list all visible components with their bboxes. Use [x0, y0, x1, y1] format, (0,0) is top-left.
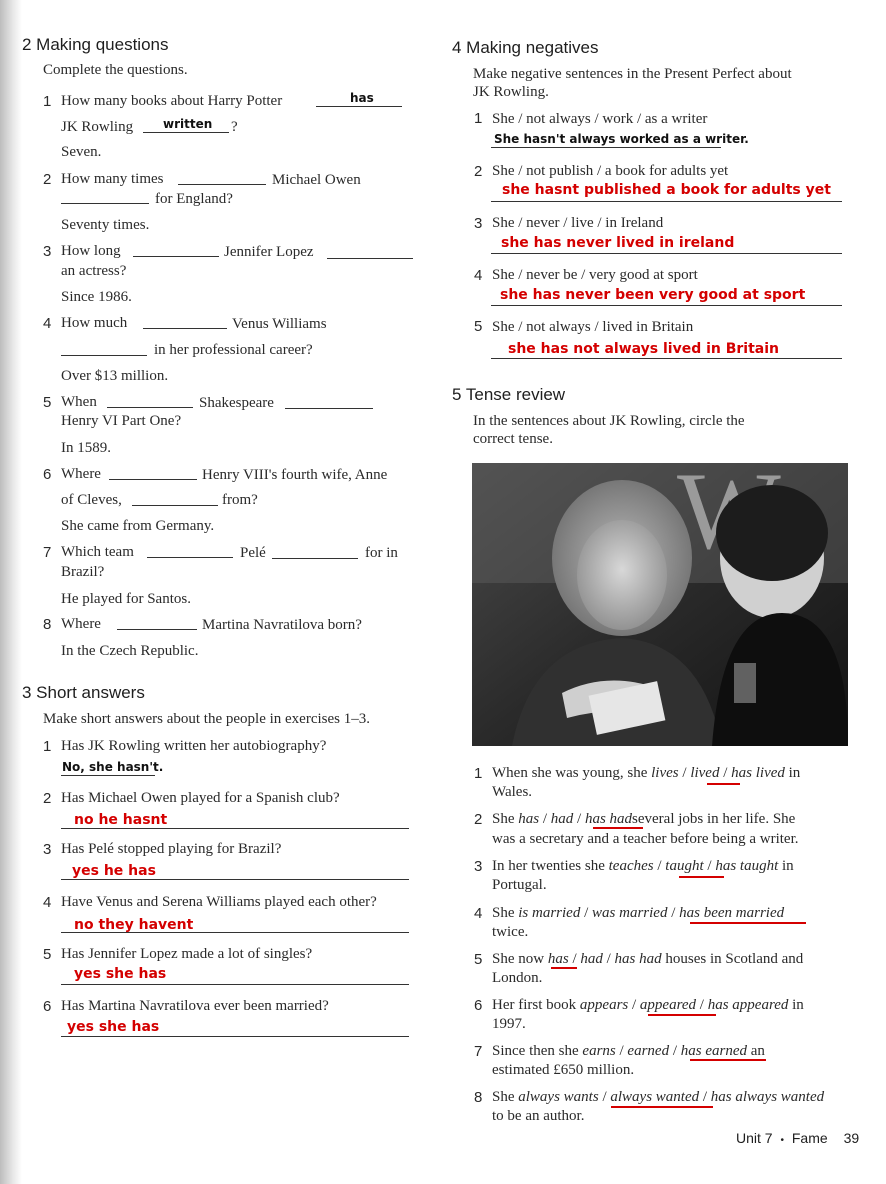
s5-item-8-option-3[interactable]: has always wanted	[710, 1089, 825, 1105]
s5-item-5-option-3[interactable]: has had	[614, 951, 662, 967]
s3-item-5-answer: yes she has	[74, 966, 167, 982]
s5-item-4-line-2: twice.	[492, 924, 529, 940]
s4-item-2-answer: she hasnt published a book for adults yet	[502, 182, 831, 198]
s5-item-1-number: 1	[474, 765, 483, 782]
section-4-title: 4 Making negatives	[452, 38, 599, 57]
page-footer	[736, 1130, 859, 1146]
q4-number: 4	[43, 315, 52, 332]
s5-item-3-option-2[interactable]: taught	[665, 858, 704, 874]
s3-item-5-line	[61, 984, 409, 985]
s5-item-2-number: 2	[474, 811, 483, 828]
s4-item-2-number: 2	[474, 163, 483, 180]
s5-item-1-option-3[interactable]: has lived	[731, 765, 785, 781]
s3-item-6-line	[61, 1036, 409, 1037]
q1-blank-2	[143, 132, 229, 133]
s3-item-6-number: 6	[43, 998, 52, 1015]
s5-item-7-line-2: estimated £650 million.	[492, 1062, 635, 1078]
s5-item-1-line-2: Wales.	[492, 784, 533, 800]
q1-answer-2: written	[163, 117, 213, 131]
s5-item-8-option-1[interactable]: always wants	[518, 1089, 599, 1105]
s5-item-5-number: 5	[474, 951, 483, 968]
s4-item-3-line	[491, 253, 842, 254]
s5-item-7-option-3[interactable]: has earned	[680, 1043, 747, 1059]
s5-item-1-answer-mark	[707, 783, 740, 785]
s3-item-3-number: 3	[43, 841, 52, 858]
q2-blank-2	[61, 203, 149, 204]
q3-number: 3	[43, 243, 52, 260]
q8-reply: In the Czech Republic.	[61, 643, 199, 659]
s4-item-3-prompt: She / never / live / in Ireland	[492, 215, 664, 231]
s3-item-5-number: 5	[43, 946, 52, 963]
q4-text-c: in her professional career?	[154, 342, 313, 358]
footer-unit: Unit 7	[736, 1130, 773, 1146]
q2-text-b: Michael Owen	[272, 172, 361, 188]
q1-text-c: ?	[231, 119, 238, 135]
s3-item-3-answer: yes he has	[72, 863, 156, 879]
q2-text-a: How many times	[61, 171, 164, 187]
s4-item-5-number: 5	[474, 318, 483, 335]
q3-text-a: How long	[61, 243, 121, 259]
s4-item-4-prompt: She / never be / very good at sport	[492, 267, 698, 283]
q3-text-c: an actress?	[61, 263, 127, 279]
s5-item-6-number: 6	[474, 997, 483, 1014]
q7-text-b: Pelé	[240, 545, 266, 561]
section-5-title: 5 Tense review	[452, 385, 566, 404]
s5-item-2-option-3[interactable]: has had	[584, 811, 633, 827]
s5-item-2-answer-mark	[593, 827, 643, 829]
s5-item-1-option-1[interactable]: lives	[651, 765, 679, 781]
s3-item-3-line	[61, 879, 409, 880]
s5-item-2-option-2[interactable]: had	[550, 811, 574, 827]
q2-reply: Seventy times.	[61, 217, 150, 233]
q7-text-c: for in	[365, 545, 398, 561]
s3-item-3-question: Has Pelé stopped playing for Brazil?	[61, 841, 282, 857]
q7-text-a: Which team	[61, 544, 134, 560]
q7-blank-1	[147, 557, 233, 558]
s3-item-2-answer: no he hasnt	[74, 812, 168, 828]
s5-item-4-number: 4	[474, 905, 483, 922]
s4-item-2-prompt: She / not publish / a book for adults yet	[492, 163, 729, 179]
footer-bullet: •	[780, 1135, 784, 1146]
s5-item-8-number: 8	[474, 1089, 483, 1106]
s5-item-5-answer-mark	[551, 967, 577, 969]
q6-text-d: from?	[222, 492, 258, 508]
q8-number: 8	[43, 616, 52, 633]
q6-reply: She came from Germany.	[61, 518, 215, 534]
s3-item-2-line	[61, 828, 409, 829]
q8-text-b: Martina Navratilova born?	[202, 617, 362, 633]
q7-blank-2	[272, 558, 358, 559]
s4-item-4-answer: she has never been very good at sport	[500, 287, 806, 303]
q3-text-b: Jennifer Lopez	[224, 244, 314, 260]
s5-item-8-answer-mark	[611, 1106, 713, 1108]
s5-item-6-line-1: Her first book appears / appeared / has appeared in	[492, 997, 804, 1013]
s3-item-2-question: Has Michael Owen played for a Spanish club?	[61, 790, 340, 806]
q5-reply: In 1589.	[61, 440, 111, 456]
page-gutter-shadow	[0, 0, 22, 1184]
s4-item-3-answer: she has never lived in ireland	[501, 235, 735, 251]
q5-text-a: When	[61, 394, 97, 410]
s5-item-5-option-1[interactable]: has	[547, 951, 569, 967]
s5-item-2-line-2: was a secretary and a teacher before being a writer.	[492, 831, 799, 847]
s5-item-6-option-1[interactable]: appears	[579, 997, 629, 1013]
s5-item-3-line-1: In her twenties she teaches / taught / has taught in	[492, 858, 794, 874]
s3-item-2-number: 2	[43, 790, 52, 807]
s4-item-3-number: 3	[474, 215, 483, 232]
author-signing-photo	[472, 463, 848, 746]
q8-blank-1	[117, 629, 197, 630]
s5-item-3-answer-mark	[679, 876, 724, 878]
q6-text-a: Where	[61, 466, 101, 482]
q7-text-d: Brazil?	[61, 564, 105, 580]
s4-item-2-line	[491, 201, 842, 202]
s5-item-4-option-1[interactable]: is married	[518, 905, 581, 921]
s5-item-5-line-2: London.	[492, 970, 543, 986]
footer-topic: Fame	[791, 1130, 828, 1146]
s3-item-1-question: Has JK Rowling written her autobiography?	[61, 738, 327, 754]
s5-item-3-option-1[interactable]: teaches	[608, 858, 654, 874]
section-5-instruction-2: correct tense.	[473, 431, 553, 447]
q8-text-a: Where	[61, 616, 101, 632]
q7-number: 7	[43, 544, 52, 561]
s5-item-3-option-3[interactable]: has taught	[715, 858, 779, 874]
q6-text-c: of Cleves,	[61, 492, 122, 508]
section-2-title: 2 Making questions	[22, 35, 169, 54]
q1-blank-1	[316, 106, 402, 107]
s3-item-1-number: 1	[43, 738, 52, 755]
q2-blank-1	[178, 184, 266, 185]
q6-number: 6	[43, 466, 52, 483]
q6-text-b: Henry VIII's fourth wife, Anne	[202, 467, 388, 483]
q6-blank-2	[132, 505, 218, 506]
s3-item-4-number: 4	[43, 894, 52, 911]
s5-item-4-option-2[interactable]: was married	[592, 905, 668, 921]
s3-item-4-line	[61, 932, 409, 933]
s5-item-8-option-2[interactable]: always wanted	[610, 1089, 700, 1105]
s5-item-7-number: 7	[474, 1043, 483, 1060]
s3-item-6-answer: yes she has	[67, 1019, 160, 1035]
section-2-instruction: Complete the questions.	[43, 62, 188, 78]
s5-item-6-line-2: 1997.	[492, 1016, 526, 1032]
section-5-instruction-1: In the sentences about JK Rowling, circle the	[473, 413, 745, 429]
s5-item-3-number: 3	[474, 858, 483, 875]
q4-reply: Over $13 million.	[61, 368, 169, 384]
s5-item-6-option-2[interactable]: appeared	[639, 997, 697, 1013]
q5-text-b: Shakespeare	[199, 395, 274, 411]
s4-item-1-prompt: She / not always / work / as a writer	[492, 111, 708, 127]
q2-number: 2	[43, 171, 52, 188]
s5-item-3-line-2: Portugal.	[492, 877, 547, 893]
s5-item-1-line-1: When she was young, she lives / lived / has lived in	[492, 765, 801, 781]
s5-item-1-option-2[interactable]: lived	[690, 765, 720, 781]
s5-item-7-option-2[interactable]: earned	[627, 1043, 670, 1059]
q5-number: 5	[43, 394, 52, 411]
s5-item-4-option-3[interactable]: has been married	[679, 905, 785, 921]
q1-text-b: JK Rowling	[61, 119, 134, 135]
q7-reply: He played for Santos.	[61, 591, 191, 607]
q4-blank-2	[61, 355, 147, 356]
s5-item-7-option-1[interactable]: earns	[582, 1043, 616, 1059]
s5-item-2-option-1[interactable]: has	[518, 811, 540, 827]
s4-item-5-answer: she has not always lived in Britain	[508, 341, 780, 357]
section-3-title: 3 Short answers	[22, 683, 145, 702]
section-4-instruction-1: Make negative sentences in the Present Perfect about	[473, 66, 792, 82]
s4-item-1-answer: She hasn't always worked as a writer.	[494, 132, 749, 146]
q5-blank-2	[285, 408, 373, 409]
s5-item-8-line-1: She always wants / always wanted / has always wanted	[492, 1089, 825, 1105]
s5-item-4-line-1: She is married / was married / has been married	[492, 905, 785, 921]
s5-item-5-line-1: She now has / had / has had houses in Scotland and	[492, 951, 804, 967]
q1-reply: Seven.	[61, 144, 102, 160]
q2-text-c: for England?	[155, 191, 233, 207]
q3-reply: Since 1986.	[61, 289, 132, 305]
s3-item-4-answer: no they havent	[74, 917, 194, 933]
s4-item-5-prompt: She / not always / lived in Britain	[492, 319, 694, 335]
s3-item-4-question: Have Venus and Serena Williams played each other?	[61, 894, 377, 910]
s5-item-6-answer-mark	[648, 1014, 716, 1016]
q4-blank-1	[143, 328, 227, 329]
s4-item-1-line	[491, 147, 721, 148]
s4-item-4-number: 4	[474, 267, 483, 284]
s3-item-5-question: Has Jennifer Lopez made a lot of singles?	[61, 946, 313, 962]
q6-blank-1	[109, 479, 197, 480]
q4-text-b: Venus Williams	[232, 316, 327, 332]
q1-number: 1	[43, 93, 52, 110]
s5-item-5-option-2[interactable]: had	[580, 951, 603, 967]
footer-page-number: 39	[843, 1130, 860, 1146]
s3-item-1-line	[61, 775, 155, 776]
s4-item-5-line	[491, 358, 842, 359]
s5-item-2-line-1: She has / had / has hadseveral jobs in her life. She	[492, 811, 796, 827]
s3-item-1-answer: No, she hasn't.	[62, 760, 164, 774]
q3-blank-2	[327, 258, 413, 259]
s4-item-1-number: 1	[474, 110, 483, 127]
section-4-instruction-2: JK Rowling.	[473, 84, 549, 100]
s5-item-4-answer-mark	[690, 922, 806, 924]
s4-item-4-line	[491, 305, 842, 306]
s5-item-7-line-1: Since then she earns / earned / has earned an	[492, 1043, 765, 1059]
s5-item-8-line-2: to be an author.	[492, 1108, 585, 1124]
q1-answer-1: has	[350, 91, 374, 105]
s3-item-6-question: Has Martina Navratilova ever been married?	[61, 998, 329, 1014]
q5-blank-1	[107, 407, 193, 408]
q3-blank-1	[133, 256, 219, 257]
q4-text-a: How much	[61, 315, 128, 331]
q5-text-c: Henry VI Part One?	[61, 413, 182, 429]
q1-text-a: How many books about Harry Potter	[61, 93, 283, 109]
s5-item-7-answer-mark	[690, 1059, 766, 1061]
section-3-instruction: Make short answers about the people in exercises 1–3.	[43, 711, 370, 727]
s5-item-6-option-3[interactable]: has appeared	[707, 997, 789, 1013]
